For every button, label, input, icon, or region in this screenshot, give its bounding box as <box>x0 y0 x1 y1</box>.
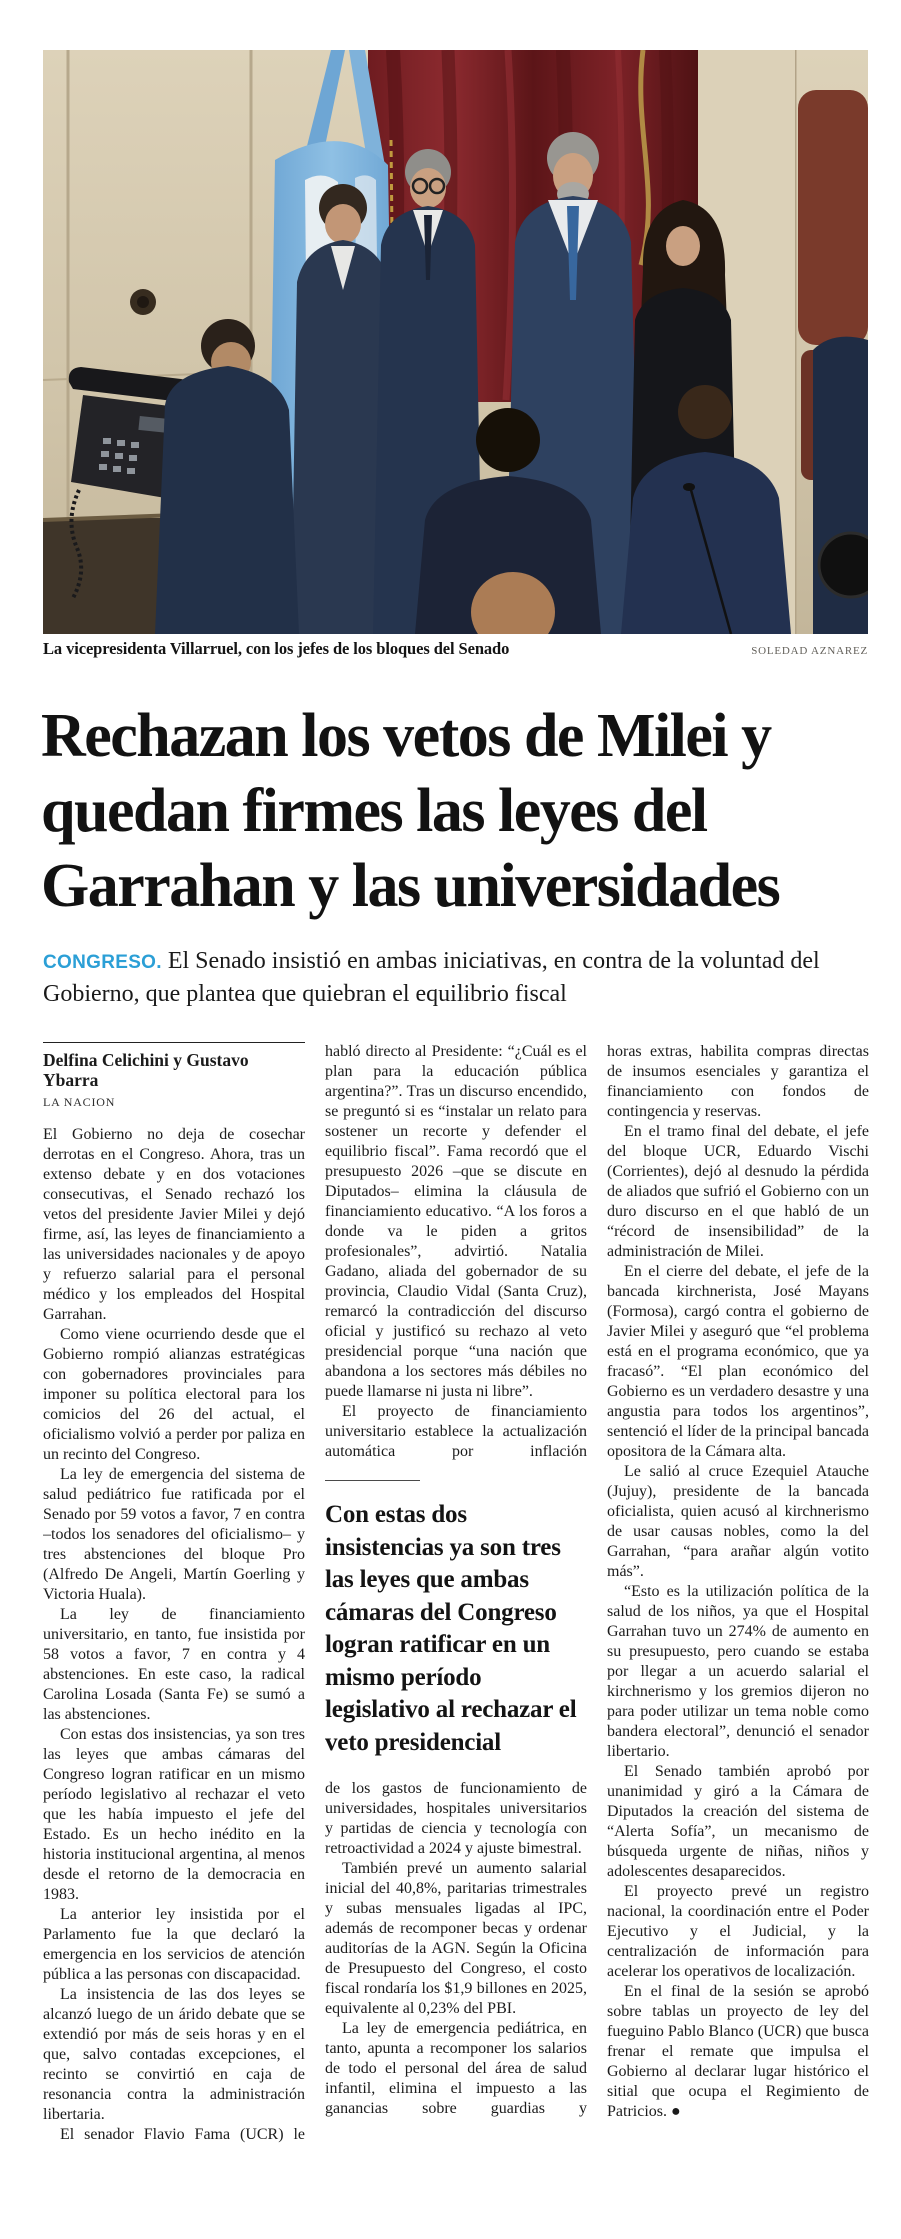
byline-block <box>43 1042 305 1112</box>
senate-photo <box>43 50 868 634</box>
headline-line-1: Rechazan los vetos de Milei y <box>41 702 771 770</box>
body-paragraph: Como viene ocurriendo desde que el Gobierno rompió alianzas estratégicas con gobernadores provinciales para imponer su política electoral para los comicios del 26 del actual, el oficialismo volvió a perder por paliza en un recinto del Congreso. <box>43 1326 305 1463</box>
body-paragraph: habló directo al Presidente: “¿Cuál es el plan para la educación pública argentina?”. Tras un discurso encendido, se preguntó si es “instalar un relato para sostener un recorte y defender el equilibrio fiscal”. Fama recordó que el presupuesto 2026 –que se discute en Diputados– elimina la cláusula de financiamiento educativo. “A los foros a donde va le piden a gritos profesionales”, advirtió. Natalia Gadano, aliada del gobernador de su provincia, Claudio Vidal (Santa Cruz), remarcó la contradicción del discurso oficial y justificó su rechazo al veto presidencial porque “una nación que abandona a los sectores más débiles no puede llamarse ni justa ni libre”. <box>325 1043 587 1400</box>
camera-lens <box>819 533 868 597</box>
headline <box>41 699 876 924</box>
body-paragraph: El proyecto prevé un registro nacional, la coordinación entre el Poder Ejecutivo y el Judicial, y la centralización de información para acelerar los operativos de localización. <box>607 1883 869 1980</box>
pull-quote-text: Con estas dos insistencias ya son tres las leyes que ambas cámaras del Congreso logran ratificar en un mismo período legislativo al rechazar el veto presidencial <box>325 1501 577 1756</box>
photo-caption-row <box>43 639 868 659</box>
deck <box>43 946 855 1009</box>
body-paragraph: horas extras, habilita compras directas de insumos esenciales y garantiza el financiamiento con fondos de contingencia y reservas. <box>607 1043 869 1120</box>
article-body <box>43 1042 869 2192</box>
byline-authors: Delfina Celichini y Gustavo Ybarra <box>43 1050 249 1090</box>
photo-credit: SOLEDAD AZNAREZ <box>751 645 868 657</box>
body-paragraph end-paragraph: En el final de la sesión se aprobó sobre tablas un proyecto de ley del fueguino Pablo Blanco (UCR) que busca frenar el remate que impulsa el Gobierno al declarar lugar histórico el sitial que ocupa el Regimiento de Patricios. ● <box>607 1983 869 2120</box>
column-3 <box>607 1042 869 2192</box>
body-paragraph: El Gobierno no deja de cosechar derrotas en el Congreso. Ahora, tras un extenso debate y en dos votaciones consecutivas, el Senado rechazó los vetos del presidente Javier Milei y dejó firme, así, las leyes de financiamiento a las universidades nacionales y de apoyo y refuerzo salarial para el personal médico y los empleados del Hospital Garrahan. <box>43 1126 305 1323</box>
headline-line-3: Garrahan y las universidades <box>41 852 780 920</box>
body-paragraph: La anterior ley insistida por el Parlamento fue la que declaró la emergencia en los servicios de atención pública a las personas con discapacidad. <box>43 1906 305 1983</box>
column-2 <box>325 1042 587 2192</box>
body-paragraph: Le salió al cruce Ezequiel Atauche (Jujuy), presidente de la bancada oficialista, quien acusó al kirchnerismo de usar causas nobles, como la del Garrahan, “para arañar algún votito más”. <box>607 1463 869 1580</box>
body-paragraph: El proyecto de financiamiento universitario establece la actualización automática por inflación <box>325 1403 587 1460</box>
senate-photo-illustration <box>43 50 868 634</box>
photo-caption: La vicepresidenta Villarruel, con los jefes de los bloques del Senado <box>43 639 510 658</box>
deck-text: El Senado insistió en ambas iniciativas, en contra de la voluntad del Gobierno, que plantea que quiebran el equilibrio fiscal <box>43 948 820 1007</box>
body-paragraph: La ley de emergencia del sistema de salud pediátrico fue ratificada por el Senado por 59 votos a favor, 7 en contra –todos los senadores del oficialismo– y tres abstenciones del bloque Pro (Alfredo De Angeli, Martín Goerling y Victoria Huala). <box>43 1466 305 1603</box>
column-1 <box>43 1042 305 2192</box>
body-paragraph: El senador Flavio Fama (UCR) le <box>60 2126 305 2143</box>
section-kicker: CONGRESO. <box>43 952 162 973</box>
body-paragraph: En el cierre del debate, el jefe de la bancada kirchnerista, José Mayans (Formosa), cargó contra el gobierno de Javier Milei y aseguró que “el problema está en el programa económico, que ya fracasó”. “El plan económico del Gobierno es un verdadero desastre y una angustia para todos los argentinos”, sentenció el líder de la principal bancada opositora de la Cámara alta. <box>607 1263 869 1460</box>
body-paragraph: También prevé un aumento salarial inicial del 40,8%, paritarias trimestrales y subas mensuales ligadas al IPC, además de recomponer becas y ordenar auditorías de la AGN. Según la Oficina de Presupuesto del Congreso, el costo fiscal rondaría los $1,9 billones en 2025, equivalente al 0,23% del PBI. <box>325 1860 587 2017</box>
byline-agency: LA NACION <box>43 1095 116 1109</box>
body-paragraph: El Senado también aprobó por unanimidad y giró a la Cámara de Diputados la creación del sistema de “Alerta Sofía”, un mecanismo de búsqueda urgente de niñas, niños y adolescentes desaparecidos. <box>607 1763 869 1880</box>
body-paragraph: La ley de financiamiento universitario, en tanto, fue insistida por 58 votos a favor, 7 en contra y 4 abstenciones. En este caso, la radical Carolina Losada (Santa Fe) se sumó a las abstenciones. <box>43 1606 305 1723</box>
body-paragraph: Con estas dos insistencias, ya son tres las leyes que ambas cámaras del Congreso logran ratificar en un mismo período legislativo al rechazar el veto que les había impuesto el jefe del Estado. Es un hecho inédito en la historia institucional argentina, al menos desde el retorno de la democracia en 1983. <box>43 1726 305 1903</box>
body-paragraph: La insistencia de las dos leyes se alcanzó luego de un árido debate que se extendió por más de seis horas y en el que, salvo contadas excepciones, el recinto se convirtió en caja de resonancia contra la administración libertaria. <box>43 1986 305 2123</box>
pull-quote <box>325 1480 587 1759</box>
body-paragraph: En el tramo final del debate, el jefe del bloque UCR, Eduardo Vischi (Corrientes), dejó al desnudo la pérdida de aliados que sufrió el Gobierno con un duro discurso en el que habló de un “récord de insensibilidad” de la administración de Milei. <box>607 1123 869 1260</box>
body-paragraph: de los gastos de funcionamiento de universidades, hospitales universitarios y partidas de ciencia y tecnología con retroactividad a 2024 y ajuste bimestral. <box>325 1780 587 1857</box>
body-paragraph: “Esto es la utilización política de la salud de los niños, ya que el Hospital Garrahan tuvo un 274% de aumento en su presupuesto, pero cuando se estaba por llegar a un acuerdo salarial el kirchnerismo y los gremios dijeron no para poder utilizar un tema noble como bandera electoral”, denunció el senador libertario. <box>607 1583 869 1760</box>
headline-line-2: quedan firmes las leyes del <box>41 777 707 845</box>
body-paragraph: La ley de emergencia pediátrica, en tanto, apunta a recomponer los salarios de todo el personal del área de salud infantil, elimina el impuesto a las ganancias sobre guardias y <box>325 2020 587 2117</box>
pull-quote-rule <box>325 1480 420 1481</box>
